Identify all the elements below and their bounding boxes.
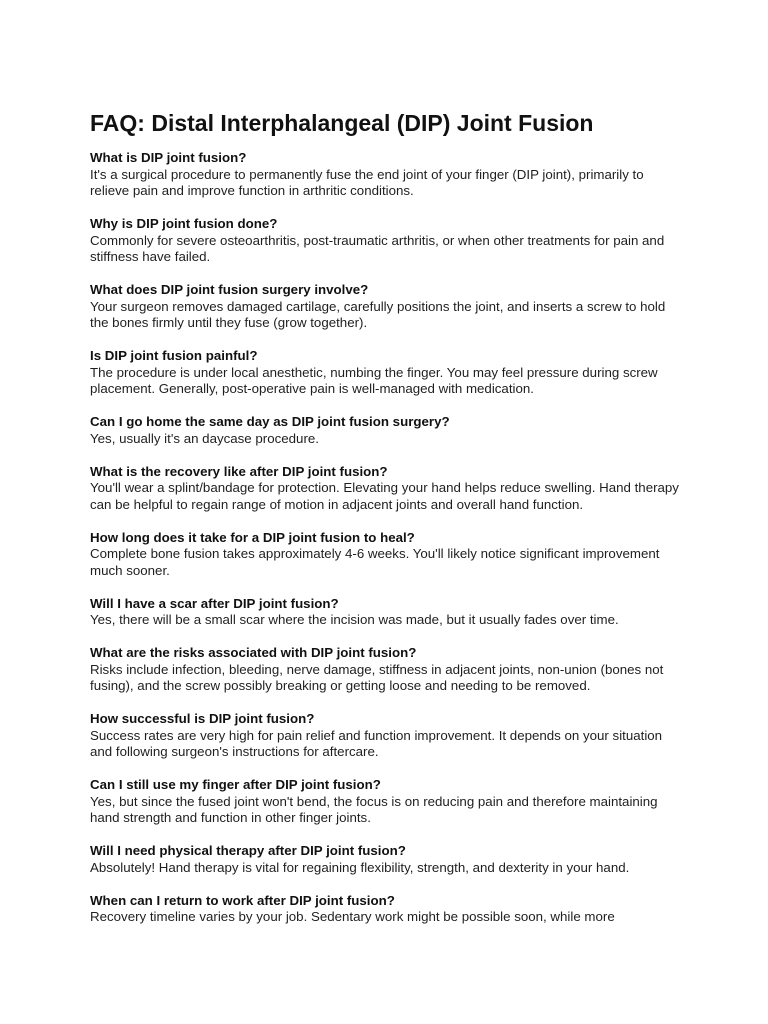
faq-question: How successful is DIP joint fusion? bbox=[90, 711, 315, 726]
faq-item bbox=[90, 843, 680, 876]
faq-question: Can I go home the same day as DIP joint fusion surgery? bbox=[90, 414, 450, 429]
faq-item bbox=[90, 645, 680, 695]
faq-answer: Success rates are very high for pain relief and function improvement. It depends on your situation and following surgeon's instructions for aftercare. bbox=[90, 727, 663, 759]
faq-answer: Recovery timeline varies by your job. Sedentary work might be possible soon, while more bbox=[90, 909, 615, 924]
faq-question: Will I need physical therapy after DIP joint fusion? bbox=[90, 843, 406, 858]
faq-question: When can I return to work after DIP joint fusion? bbox=[90, 892, 395, 908]
faq-answer: It's a surgical procedure to permanently fuse the end joint of your finger (DIP joint), primarily to relieve pain and improve function in arthritic conditions. bbox=[90, 166, 644, 198]
faq-item bbox=[90, 414, 680, 447]
faq-answer: Your surgeon removes damaged cartilage, carefully positions the joint, and inserts a screw to hold the bones firmly until they fuse (grow together). bbox=[90, 298, 666, 330]
faq-item bbox=[90, 893, 680, 926]
faq-item bbox=[90, 711, 680, 761]
faq-item bbox=[90, 596, 680, 629]
faq-answer: Commonly for severe osteoarthritis, post-traumatic arthritis, or when other treatments for pain and stiffness have failed. bbox=[90, 232, 665, 264]
faq-answer: Yes, but since the fused joint won't bend, the focus is on reducing pain and therefore maintaining hand strength and function in other finger joints. bbox=[90, 793, 658, 825]
faq-question: What is DIP joint fusion? bbox=[90, 150, 247, 165]
faq-answer: Absolutely! Hand therapy is vital for regaining flexibility, strength, and dexterity in your hand. bbox=[90, 859, 630, 875]
faq-question: What are the risks associated with DIP joint fusion? bbox=[90, 645, 417, 660]
faq-item bbox=[90, 777, 680, 827]
faq-answer: Yes, usually it's an daycase procedure. bbox=[90, 430, 319, 446]
page-title: FAQ: Distal Interphalangeal (DIP) Joint Fusion bbox=[90, 110, 594, 136]
document-page bbox=[90, 108, 680, 942]
faq-item bbox=[90, 216, 680, 266]
faq-answer: Risks include infection, bleeding, nerve damage, stiffness in adjacent joints, non-union (bones not fusing), and the screw possibly breaking or getting loose and needing to be removed. bbox=[90, 661, 664, 693]
faq-item bbox=[90, 282, 680, 332]
faq-question: Is DIP joint fusion painful? bbox=[90, 348, 258, 363]
faq-item bbox=[90, 530, 680, 580]
faq-question: Will I have a scar after DIP joint fusion? bbox=[90, 595, 339, 611]
faq-answer: Complete bone fusion takes approximately 4-6 weeks. You'll likely notice significant improvement much sooner. bbox=[90, 546, 660, 578]
faq-item bbox=[90, 464, 680, 514]
faq-answer: Yes, there will be a small scar where the incision was made, but it usually fades over time. bbox=[90, 612, 619, 627]
faq-item bbox=[90, 348, 680, 398]
faq-answer: The procedure is under local anesthetic, numbing the finger. You may feel pressure during screw placement. Generally, post-operative pain is well-managed with medication. bbox=[90, 364, 658, 396]
faq-question: How long does it take for a DIP joint fusion to heal? bbox=[90, 529, 415, 545]
faq-question: What is the recovery like after DIP joint fusion? bbox=[90, 463, 388, 479]
faq-question: Can I still use my finger after DIP joint fusion? bbox=[90, 777, 381, 792]
faq-item bbox=[90, 150, 680, 200]
faq-question: Why is DIP joint fusion done? bbox=[90, 216, 278, 231]
faq-answer: You'll wear a splint/bandage for protection. Elevating your hand helps reduce swelling. Hand therapy can be helpful to regain range of motion in adjacent joints and overall hand function. bbox=[90, 480, 679, 512]
faq-question: What does DIP joint fusion surgery involve? bbox=[90, 282, 369, 297]
